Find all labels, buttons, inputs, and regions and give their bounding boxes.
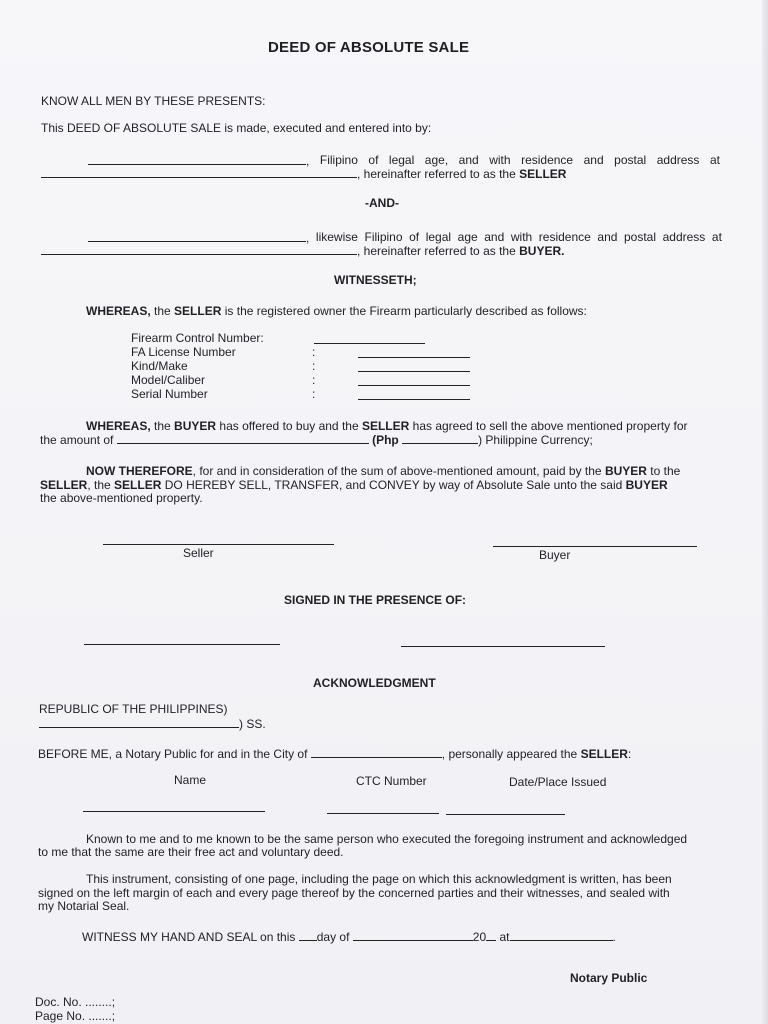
witness-1-signature-line[interactable] [84,644,280,645]
firearm-field-kind: Kind/Make [131,359,188,373]
acknowledgment-heading: ACKNOWLEDGMENT [313,676,436,690]
document-title: DEED OF ABSOLUTE SALE [268,39,470,56]
col-name-header: Name [174,773,207,787]
year-blank[interactable] [486,929,496,941]
seller-label: SELLER [519,167,567,181]
buyer-address-blank[interactable] [41,243,357,255]
date-place-blank[interactable] [446,814,565,815]
ss-line: ) SS. [39,716,266,731]
seller-w1: Filipino [319,153,358,167]
instrument-line-2: signed on the left margin of each and every page thereof by the concerned parties and their witnesses, and sealed with [38,886,670,900]
instrument-line-1: This instrument, consisting of one page, including the page on which this acknowledgment is written, has been [86,872,672,886]
seller-line-1: , Filipino of legal age, and with residence and postal address at [88,153,720,168]
col-ctc-header: CTC Number [356,774,427,788]
seller-line-2: , hereinafter referred to as the SELLER [41,166,566,181]
witnesseth-heading: WITNESSETH; [334,273,417,287]
notary-public-label: Notary Public [570,971,648,985]
month-blank[interactable] [353,929,473,941]
city-blank[interactable] [311,746,442,758]
firearm-kind-blank[interactable] [358,371,470,372]
republic-line: REPUBLIC OF THE PHILIPPINES) [39,702,228,716]
now-therefore-1: NOW THEREFORE, for and in consideration of the sum of above-mentioned amount, paid by the BUYER to the [86,464,681,478]
known-line-1: Known to me and to me known to be the same person who executed the foregoing instrument and acknowledged [86,832,688,846]
amount-words-blank[interactable] [117,432,369,444]
now-therefore-3: the above-mentioned property. [40,491,203,505]
known-line-2: to me that the same are their free act and voluntary deed. [38,845,344,859]
buyer-line-1: , likewise Filipino of legal age and with residence and postal address at [88,230,722,245]
firearm-model-blank[interactable] [358,385,470,386]
firearm-license-blank[interactable] [358,357,470,358]
before-me-line: BEFORE ME, a Notary Public for and in the City of , personally appeared the SELLER: [38,747,632,761]
whereas-2: WHEREAS, the BUYER has offered to buy and the SELLER has agreed to sell the above mentioned property for [86,419,688,433]
now-therefore-2: SELLER, the SELLER DO HEREBY SELL, TRANSFER, and CONVEY by way of Absolute Sale unto the said BUYER [40,478,668,492]
firearm-colon: : [312,373,316,387]
buyer-signature-line[interactable] [493,546,697,547]
know-all-heading: KNOW ALL MEN BY THESE PRESENTS: [41,94,266,108]
witness-hand-line: WITNESS MY HAND AND SEAL on this day of 20 at . [82,930,616,944]
firearm-colon: : [312,387,316,401]
whereas-1: WHEREAS, the SELLER is the registered owner the Firearm particularly described as follows: [86,304,587,318]
buyer-name-blank[interactable] [88,230,306,242]
page-edge-shadow [762,0,768,1024]
firearm-field-license: FA License Number [131,345,236,359]
firearm-colon: : [312,359,316,373]
day-blank[interactable] [299,929,317,941]
doc-no: Doc. No. ........; [35,995,116,1009]
buyer-line-2: , hereinafter referred to as the BUYER. [41,243,564,258]
seller-signature-line[interactable] [103,544,334,545]
amount-php-blank[interactable] [402,432,478,444]
amount-line: the amount of (Php ) Philippine Currency; [40,433,593,447]
firearm-field-serial: Serial Number [131,387,208,401]
place-blank[interactable] [510,929,613,941]
seller-signature-label: Seller [183,546,214,560]
col-date-header: Date/Place Issued [509,775,607,789]
firearm-colon: : [312,345,316,359]
firearm-serial-blank[interactable] [358,399,470,400]
firearm-control-blank[interactable] [314,343,425,344]
witness-2-signature-line[interactable] [401,646,605,647]
page-no: Page No. .......; [35,1009,116,1023]
buyer-signature-label: Buyer [539,548,571,562]
ctc-number-blank[interactable] [327,813,439,814]
seller-name-blank[interactable] [88,153,306,165]
and-separator: -AND- [365,196,399,210]
firearm-field-control: Firearm Control Number: [131,331,264,345]
signed-presence-heading: SIGNED IN THE PRESENCE OF: [284,593,467,607]
seller-address-blank[interactable] [41,166,357,178]
firearm-field-model: Model/Caliber [131,373,206,387]
name-blank[interactable] [83,811,265,812]
instrument-line-3: my Notarial Seal. [38,899,130,913]
intro-text: This DEED OF ABSOLUTE SALE is made, executed and entered into by: [41,121,432,135]
venue-blank[interactable] [39,716,239,728]
buyer-label: BUYER. [519,244,565,258]
